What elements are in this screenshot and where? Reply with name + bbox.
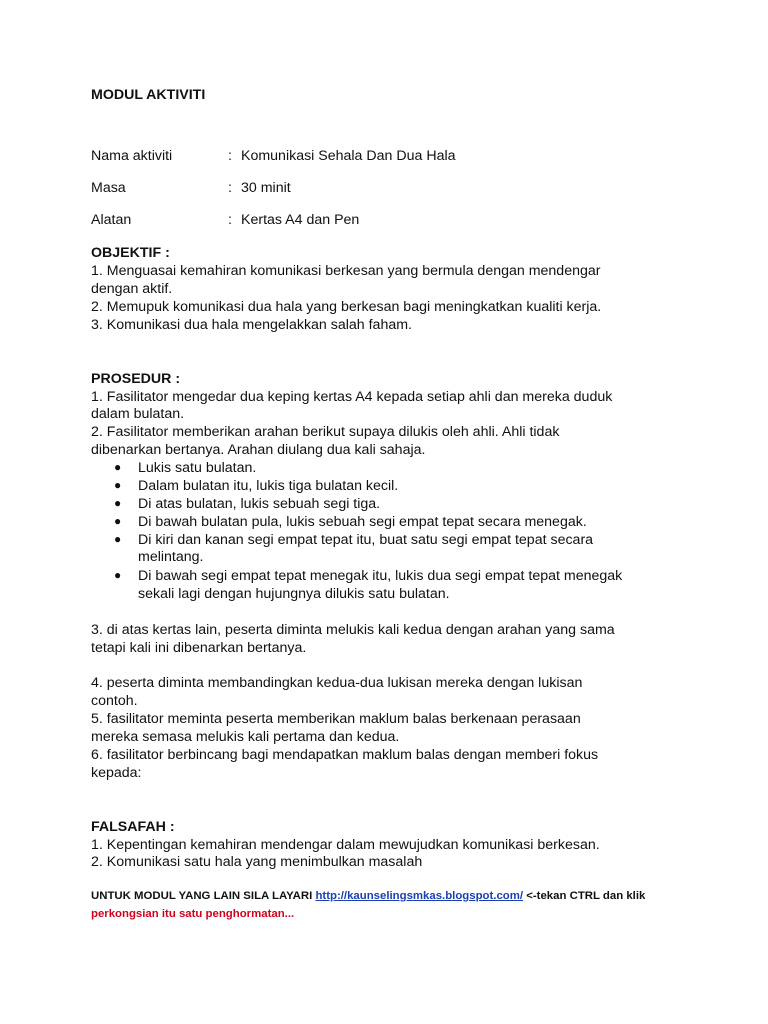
footer-prefix: UNTUK MODUL YANG LAIN SILA LAYARI: [91, 890, 316, 902]
field-label: Masa: [91, 180, 126, 196]
list-item: Di bawah segi empat tepat menegak itu, lukis dua segi empat tepat menegak: [138, 568, 623, 584]
bullet-icon: ●: [114, 496, 122, 510]
bullet-icon: ●: [114, 532, 122, 546]
prosedur-line: 2. Fasilitator memberikan arahan berikut supaya dilukis oleh ahli. Ahli tidak: [91, 424, 560, 440]
field-label: Nama aktiviti: [91, 148, 173, 164]
prosedur-line: 4. peserta diminta membandingkan kedua-dua lukisan mereka dengan lukisan: [91, 675, 583, 691]
list-item: Lukis satu bulatan.: [138, 460, 257, 476]
falsafah-heading: FALSAFAH :: [91, 819, 175, 835]
bullet-icon: ●: [114, 568, 122, 582]
field-value: 30 minit: [241, 180, 291, 196]
field-colon: :: [228, 180, 232, 196]
list-item: Di bawah bulatan pula, lukis sebuah segi empat tepat secara menegak.: [138, 514, 587, 530]
bullet-icon: ●: [114, 460, 122, 474]
field-value: Komunikasi Sehala Dan Dua Hala: [241, 148, 456, 164]
prosedur-line: dalam bulatan.: [91, 406, 185, 422]
objektif-line: dengan aktif.: [91, 281, 173, 297]
prosedur-line: 3. di atas kertas lain, peserta diminta melukis kali kedua dengan arahan yang sama: [91, 622, 615, 638]
prosedur-line: mereka semasa melukis kali pertama dan kedua.: [91, 729, 400, 745]
prosedur-line: 6. fasilitator berbincang bagi mendapatkan maklum balas dengan memberi fokus: [91, 747, 599, 763]
blog-link[interactable]: http://kaunselingsmkas.blogspot.com/: [315, 890, 524, 902]
falsafah-line: 2. Komunikasi satu hala yang menimbulkan masalah: [91, 854, 423, 870]
field-value: Kertas A4 dan Pen: [241, 212, 360, 228]
prosedur-line: contoh.: [91, 693, 138, 709]
field-colon: :: [228, 212, 232, 228]
list-item: Di atas bulatan, lukis sebuah segi tiga.: [138, 496, 381, 512]
bullet-icon: ●: [114, 478, 122, 492]
document-title: MODUL AKTIVITI: [91, 87, 206, 103]
prosedur-line: dibenarkan bertanya. Arahan diulang dua kali sahaja.: [91, 442, 426, 458]
prosedur-line: kepada:: [91, 765, 142, 781]
footer-link-line: [91, 890, 645, 902]
list-item-continuation: melintang.: [138, 549, 204, 565]
objektif-line: 3. Komunikasi dua hala mengelakkan salah faham.: [91, 317, 412, 333]
prosedur-line: 1. Fasilitator mengedar dua keping kertas A4 kepada setiap ahli dan mereka duduk: [91, 389, 613, 405]
prosedur-heading: PROSEDUR :: [91, 371, 181, 387]
footer-suffix: <-tekan CTRL dan klik: [523, 890, 646, 902]
objektif-line: 2. Memupuk komunikasi dua hala yang berkesan bagi meningkatkan kualiti kerja.: [91, 299, 602, 315]
prosedur-line: 5. fasilitator meminta peserta memberikan maklum balas berkenaan perasaan: [91, 711, 581, 727]
list-item: Dalam bulatan itu, lukis tiga bulatan kecil.: [138, 478, 399, 494]
list-item-continuation: sekali lagi dengan hujungnya dilukis satu bulatan.: [138, 586, 450, 602]
prosedur-line: tetapi kali ini dibenarkan bertanya.: [91, 640, 307, 656]
objektif-heading: OBJEKTIF :: [91, 245, 170, 261]
field-colon: :: [228, 148, 232, 164]
footer-note: perkongsian itu satu penghormatan...: [91, 908, 295, 920]
bullet-icon: ●: [114, 514, 122, 528]
list-item: Di kiri dan kanan segi empat tepat itu, buat satu segi empat tepat secara: [138, 532, 594, 548]
field-label: Alatan: [91, 212, 132, 228]
objektif-line: 1. Menguasai kemahiran komunikasi berkesan yang bermula dengan mendengar: [91, 263, 601, 279]
falsafah-line: 1. Kepentingan kemahiran mendengar dalam mewujudkan komunikasi berkesan.: [91, 837, 600, 853]
